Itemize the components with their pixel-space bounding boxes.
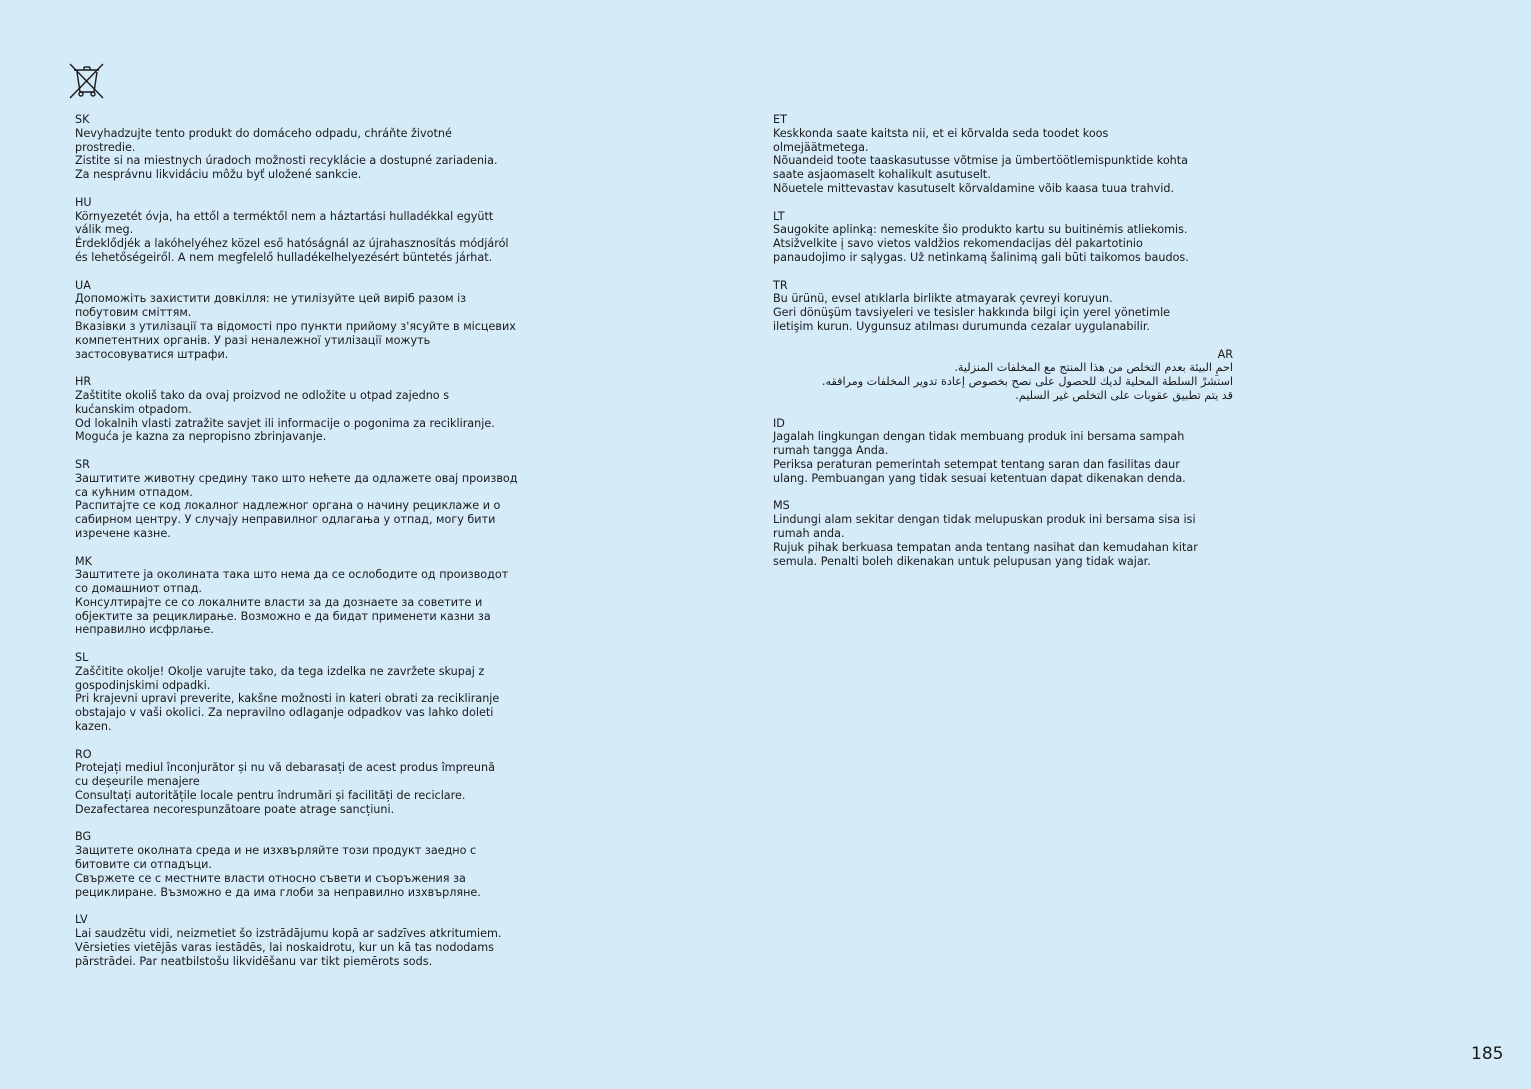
text-line: obstajajo v vaši okolici. Za nepravilno odlaganje odpadkov vas lahko doleti bbox=[75, 706, 494, 720]
text-line: قد يتم تطبيق عقوبات على التخلص غير السليم. bbox=[1015, 388, 1233, 402]
language-section-sr bbox=[75, 458, 519, 541]
right-column bbox=[773, 113, 1233, 582]
language-section-hu bbox=[75, 196, 519, 265]
text-line: објектите за рециклирање. Возможно е да бидат применети казни за bbox=[75, 609, 491, 623]
text-line: Zistite si na miestnych úradoch možnosti recyklácie a dostupné zariadenia. bbox=[75, 154, 498, 168]
language-code: ET bbox=[773, 113, 787, 126]
text-line: olmejäätmetega. bbox=[773, 140, 869, 154]
text-line: Консултирајте се со локалните власти за да дознаете за советите и bbox=[75, 595, 483, 609]
text-line: Érdeklődjék a lakóhelyéhez közel eső hatóságnál az újrahasznosítás módjáról bbox=[75, 237, 509, 251]
language-code: SR bbox=[75, 457, 90, 471]
text-line: rumah anda. bbox=[773, 526, 845, 540]
text-line: побутовим сміттям. bbox=[75, 306, 192, 320]
text-line: Lindungi alam sekitar dengan tidak melupuskan produk ini bersama sisa isi bbox=[773, 513, 1196, 527]
text-line: pārstrādei. Par neatbilstošu likvidēšanu var tikt piemērots sods. bbox=[75, 954, 433, 968]
text-line: застосовуватися штрафи. bbox=[75, 347, 229, 361]
language-code: SK bbox=[75, 113, 90, 126]
text-line: Защитете околната среда и не изхвърляйте този продукт заедно с bbox=[75, 844, 477, 858]
text-line: Распитајте се код локалног надлежног органа о начину рециклаже и о bbox=[75, 499, 501, 513]
text-line: Nevyhadzujte tento produkt do domáceho odpadu, chráňte životné bbox=[75, 126, 452, 140]
language-section-ms bbox=[773, 499, 1233, 568]
text-line: Заштитете ја околината така што нема да се ослободите од производот bbox=[75, 568, 509, 582]
text-line: Od lokalnih vlasti zatražite savjet ili informacije o pogonima za recikliranje. bbox=[75, 416, 495, 430]
text-line: Свържете се с местните власти относно съвети и съоръжения за bbox=[75, 871, 466, 885]
language-section-ar bbox=[773, 348, 1233, 403]
text-line: со домашниот отпад. bbox=[75, 582, 202, 596]
language-code: BG bbox=[75, 830, 92, 844]
text-line: iletişim kurun. Uygunsuz atılması durumunda cezalar uygulanabilir. bbox=[773, 319, 1150, 333]
language-section-bg bbox=[75, 830, 519, 899]
text-line: Vērsieties vietējās varas iestādēs, lai noskaidrotu, kur un kā tas nododams bbox=[75, 940, 494, 954]
language-code: MK bbox=[75, 554, 92, 568]
text-line: Consultați autoritățile locale pentru îndrumări și facilități de reciclare. bbox=[75, 789, 466, 803]
text-line: Nõuetele mittevastav kasutuselt kõrvaldamine võib kaasa tuua trahvid. bbox=[773, 181, 1175, 195]
text-line: Pri krajevni upravi preverite, kakšne možnosti in kateri obrati za recikliranje bbox=[75, 692, 500, 706]
language-code: TR bbox=[773, 278, 788, 292]
text-line: és lehetőségeiről. A nem megfelelő hulladékelhelyezésért büntetés járhat. bbox=[75, 250, 493, 264]
text-line: احمِ البيئة بعدم التخلص من هذا المنتج مع المخلفات المنزلية. bbox=[954, 361, 1233, 375]
language-code: ID bbox=[773, 416, 785, 430]
text-line: Moguća je kazna za nepropisno zbrinjavanje. bbox=[75, 430, 327, 444]
text-line: semula. Penalti boleh dikenakan untuk pelupusan yang tidak wajar. bbox=[773, 554, 1151, 568]
text-line: Bu ürünü, evsel atıklarla birlikte atmayarak çevreyi koruyun. bbox=[773, 292, 1113, 306]
text-line: cu deșeurile menajere bbox=[75, 775, 200, 789]
language-code: UA bbox=[75, 278, 91, 292]
text-line: Periksa peraturan pemerintah setempat tentang saran dan fasilitas daur bbox=[773, 457, 1180, 471]
left-column bbox=[75, 113, 519, 982]
text-line: битовите си отпадъци. bbox=[75, 858, 212, 872]
text-line: Za nesprávnu likvidáciu môžu byť uložené sankcie. bbox=[75, 168, 362, 182]
language-section-sk bbox=[75, 113, 519, 182]
text-line: gospodinjskimi odpadki. bbox=[75, 678, 211, 692]
text-line: рециклиране. Възможно е да има глоби за неправилно изхвърляне. bbox=[75, 885, 481, 899]
text-line: изречене казне. bbox=[75, 526, 171, 540]
language-section-lv bbox=[75, 913, 519, 968]
text-line: Zaštitite okoliš tako da ovaj proizvod ne odložite u otpad zajedno s bbox=[75, 388, 450, 402]
language-section-ro bbox=[75, 748, 519, 817]
text-line: Rujuk pihak berkuasa tempatan anda tentang nasihat dan kemudahan kitar bbox=[773, 540, 1198, 554]
text-line: Zaščitite okolje! Okolje varujte tako, da tega izdelka ne zavržete skupaj z bbox=[75, 664, 485, 678]
crossed-bin-icon bbox=[68, 62, 106, 100]
language-code: MS bbox=[773, 499, 790, 513]
text-line: Nõuandeid toote taaskasutusse võtmise ja ümbertöötlemispunktide kohta bbox=[773, 154, 1189, 168]
text-line: компетентних органів. У разі неналежної утилізації можуть bbox=[75, 333, 431, 347]
page-number: 185 bbox=[1471, 1044, 1504, 1064]
text-line: Dezafectarea necorespunzătoare poate atrage sancțiuni. bbox=[75, 802, 395, 816]
text-line: Вказівки з утилізації та відомості про пункти прийому з'ясуйте в місцевих bbox=[75, 319, 516, 333]
text-line: válik meg. bbox=[75, 223, 134, 237]
language-section-lt bbox=[773, 210, 1233, 265]
language-code: HR bbox=[75, 375, 92, 389]
language-section-tr bbox=[773, 279, 1233, 334]
language-code: LT bbox=[773, 209, 785, 223]
language-section-id bbox=[773, 417, 1233, 486]
text-line: saate asjaomaselt kohalikult asutuselt. bbox=[773, 168, 991, 182]
language-section-et bbox=[773, 113, 1233, 196]
text-line: Protejați mediul înconjurător și nu vă debarasați de acest produs împreună bbox=[75, 761, 495, 775]
text-line: Környezetét óvja, ha ettől a terméktől nem a háztartási hulladékkal együtt bbox=[75, 209, 494, 223]
text-line: Atsižvelkite į savo vietos valdžios rekomendacijas dėl pakartotinio bbox=[773, 237, 1143, 251]
text-line: prostredie. bbox=[75, 140, 136, 154]
text-line: неправилно исфрлање. bbox=[75, 623, 214, 637]
text-line: Заштитите животну средину тако што нећете да одлажете овај производ bbox=[75, 471, 518, 485]
text-line: Lai saudzētu vidi, neizmetiet šo izstrādājumu kopā ar sadzīves atkritumiem. bbox=[75, 927, 502, 941]
text-line: Geri dönüşüm tavsiyeleri ve tesisler hakkında bilgi için yerel yönetimle bbox=[773, 306, 1171, 320]
language-code: SL bbox=[75, 651, 89, 665]
text-line: Saugokite aplinką: nemeskite šio produkto kartu su buitinėmis atliekomis. bbox=[773, 223, 1188, 237]
text-line: Keskkonda saate kaitsta nii, et ei kõrvalda seda toodet koos bbox=[773, 126, 1109, 140]
text-line: rumah tangga Anda. bbox=[773, 444, 889, 458]
language-section-mk bbox=[75, 555, 519, 638]
text-line: kazen. bbox=[75, 720, 112, 734]
text-line: Допоможіть захистити довкілля: не утилізуйте цей виріб разом із bbox=[75, 292, 467, 306]
language-code: AR bbox=[1217, 347, 1233, 361]
text-line: kućanskim otpadom. bbox=[75, 402, 192, 416]
language-section-hr bbox=[75, 375, 519, 444]
language-code: HU bbox=[75, 195, 92, 209]
text-line: са кућним отпадом. bbox=[75, 485, 193, 499]
language-code: RO bbox=[75, 747, 92, 761]
language-section-ua bbox=[75, 279, 519, 362]
text-line: ulang. Pembuangan yang tidak sesuai ketentuan dapat dikenakan denda. bbox=[773, 471, 1186, 485]
text-line: сабирном центру. У случају неправилног одлагања у отпад, могу бити bbox=[75, 513, 496, 527]
text-line: استشرْ السلطة المحلية لديك للحصول على نصح بخصوص إعادة تدوير المخلفات ومرافقه. bbox=[821, 375, 1233, 389]
text-line: Jagalah lingkungan dengan tidak membuang produk ini bersama sampah bbox=[773, 430, 1185, 444]
language-code: LV bbox=[75, 913, 88, 927]
language-section-sl bbox=[75, 651, 519, 734]
text-line: panaudojimo ir sąlygas. Už netinkamą šalinimą gali būti taikomos baudos. bbox=[773, 250, 1189, 264]
